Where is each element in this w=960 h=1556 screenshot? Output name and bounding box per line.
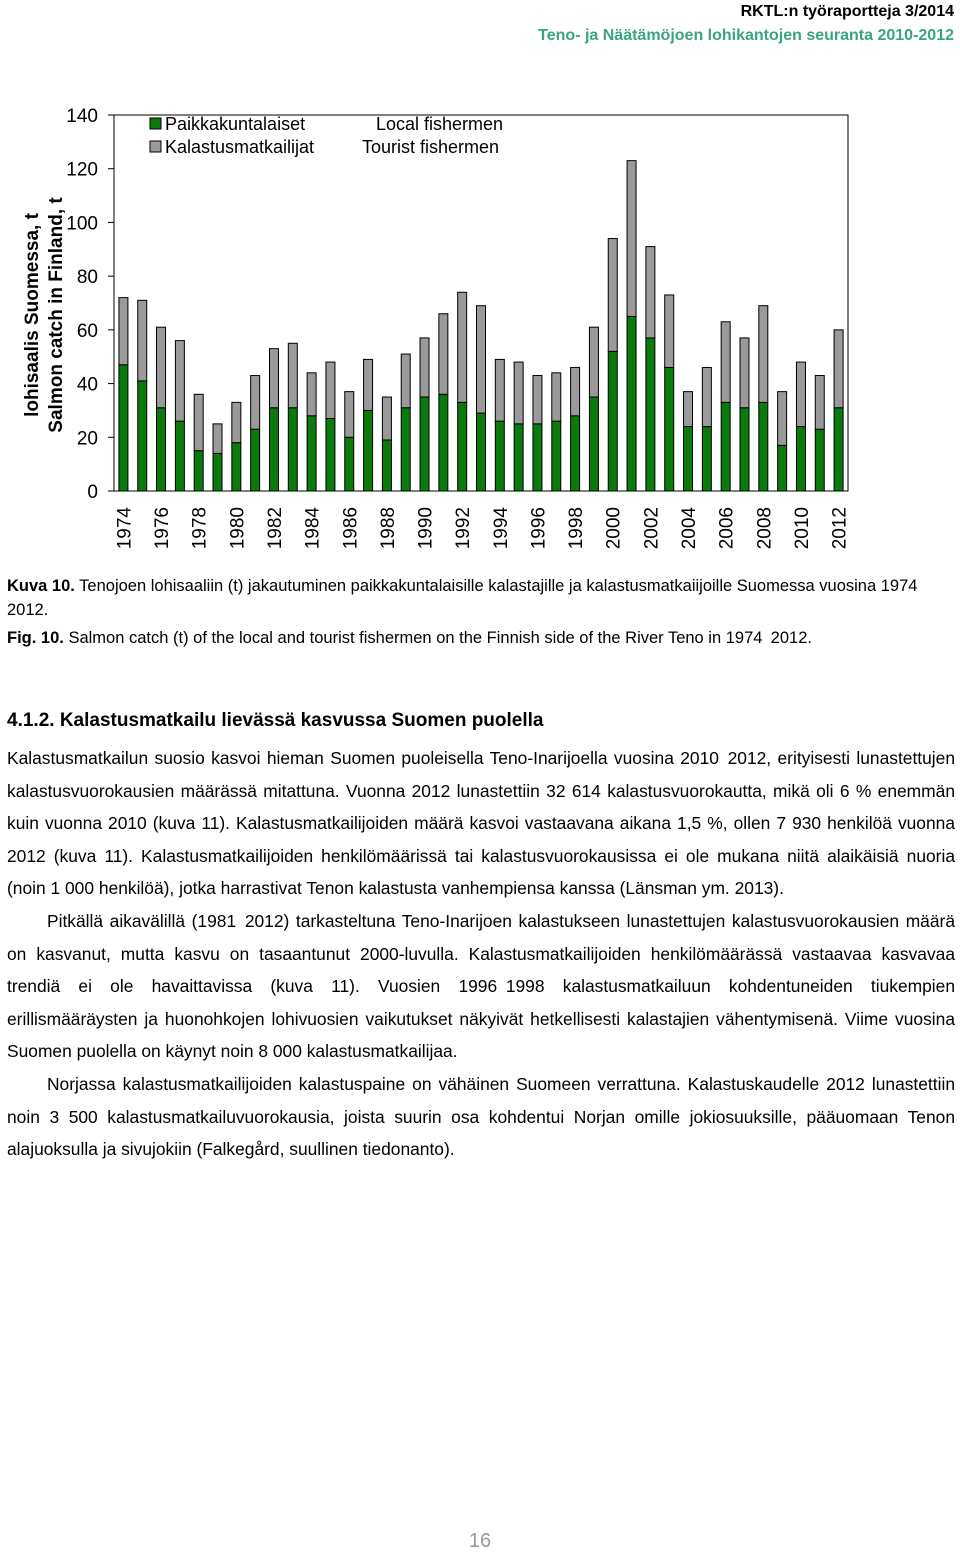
bar-tourist-1985 <box>326 362 335 418</box>
bar-local-1982 <box>269 408 278 491</box>
bar-local-1992 <box>458 402 467 491</box>
bar-tourist-2011 <box>815 376 824 430</box>
bar-tourist-2005 <box>702 367 711 426</box>
bar-local-2000 <box>608 351 617 491</box>
bar-tourist-2008 <box>759 306 768 403</box>
bar-tourist-1993 <box>477 306 486 413</box>
bar-local-1988 <box>382 440 391 491</box>
bar-tourist-1994 <box>495 359 504 421</box>
bar-local-1993 <box>477 413 486 491</box>
bar-tourist-1999 <box>589 327 598 397</box>
legend-label-local-en: Local fishermen <box>376 114 504 134</box>
paragraph-1: Kalastusmatkailun suosio kasvoi hieman Suomen puoleisella Teno-Inarijoella vuosina 2010 2012, erityisesti lunastettujen kalastusvuorokausien määrässä mitattuna. Vuonna 2012 lunastettiin 32 614 kalastusvuorokautta, mikä oli 6 % enemmän kuin vuonna 2010 (kuva 11). Kalastusmatkailijoiden määrä kasvoi vastaavana aikana 1,5 %, ollen 7 930 henkilöä vuonna 2012 (kuva 11). Kalastusmatkailijoiden henkilömäärissä tai kalastusvuorokausissa ei ole mukana niitä alaikäisiä nuoria (noin 1 000 henkilöä), jotka harrastivat Tenon kalastusta vanhempiensa kanssa (Länsman ym. 2013). <box>7 748 955 899</box>
bar-tourist-1982 <box>269 349 278 408</box>
bar-tourist-1983 <box>288 343 297 407</box>
legend-swatch-local <box>150 118 161 129</box>
y-tick-label: 20 <box>76 428 98 450</box>
bar-tourist-2006 <box>721 322 730 403</box>
bar-local-2008 <box>759 402 768 491</box>
bar-tourist-1980 <box>232 402 241 442</box>
bar-local-2005 <box>702 427 711 491</box>
bar-tourist-1976 <box>157 327 166 408</box>
x-tick-label: 2002 <box>641 507 663 550</box>
x-tick-label: 2012 <box>829 507 851 550</box>
body-text <box>7 742 955 1166</box>
x-tick-label: 1974 <box>114 507 136 550</box>
paragraph-2: Pitkällä aikavälillä (1981 2012) tarkasteltuna Teno-Inarijoen kalastukseen lunastettujen kalastusvuorokausien määrä on kasvanut, mutta kasvu on tasaantunut 2000-luvulla. Kalastusmatkailijoiden henkilömäärässä vastaavaa kasvavaa trendiä ei ole havaittavissa (kuva 11). Vuosien 1996 1998 kalastusmatkailuun kohdentuneiden tiukempien erillismääräysten ja huonohkojen lohivuosien vaikutukset näkyivät hetkellisesti kalastajien vähentymisenä. Viime vuosina Suomen puolella on käynyt noin 8 000 kalastusmatkailijaa. <box>7 910 955 1062</box>
bar-local-2010 <box>796 427 805 491</box>
x-tick-label: 1982 <box>264 507 286 550</box>
x-tick-label: 1994 <box>490 507 512 550</box>
bar-tourist-2010 <box>796 362 805 426</box>
bar-local-1984 <box>307 416 316 491</box>
bar-tourist-1981 <box>251 376 260 430</box>
bar-tourist-1984 <box>307 373 316 416</box>
bar-tourist-1992 <box>458 292 467 402</box>
x-tick-label: 2010 <box>791 507 813 550</box>
report-series-title: RKTL:n työraportteja 3/2014 <box>740 3 954 20</box>
bar-local-2001 <box>627 316 636 491</box>
bar-tourist-2003 <box>665 295 674 368</box>
bar-local-2004 <box>684 427 693 491</box>
bar-tourist-1987 <box>364 359 373 410</box>
x-tick-label: 1980 <box>227 507 249 550</box>
page-header <box>538 0 954 48</box>
x-tick-label: 1984 <box>302 507 324 550</box>
bar-local-2011 <box>815 429 824 491</box>
bar-local-1998 <box>571 416 580 491</box>
bar-local-1979 <box>213 453 222 491</box>
x-tick-label: 1986 <box>340 507 362 550</box>
bar-local-2006 <box>721 402 730 491</box>
x-tick-label: 1978 <box>189 507 211 550</box>
figure-label-fi: Kuva 10. <box>7 577 75 595</box>
bar-local-1991 <box>439 394 448 491</box>
bar-local-1994 <box>495 421 504 491</box>
bar-tourist-1996 <box>533 376 542 424</box>
report-project-title: Teno- ja Näätämöjoen lohikantojen seuranta 2010-2012 <box>538 27 954 44</box>
bar-tourist-1986 <box>345 392 354 438</box>
bar-tourist-1977 <box>175 341 184 422</box>
bar-tourist-2001 <box>627 161 636 317</box>
bar-local-1990 <box>420 397 429 491</box>
bar-tourist-2007 <box>740 338 749 408</box>
figure-label-en: Fig. 10. <box>7 629 64 647</box>
bar-local-1987 <box>364 410 373 491</box>
y-axis-title-fi: lohisaalis Suomessa, t <box>22 213 43 417</box>
bar-local-1980 <box>232 443 241 491</box>
bar-tourist-1979 <box>213 424 222 454</box>
bar-tourist-1988 <box>382 397 391 440</box>
x-tick-label: 2006 <box>716 507 738 550</box>
legend-label-tourist-fi: Kalastusmatkailijat <box>165 137 315 157</box>
bar-local-1977 <box>175 421 184 491</box>
y-tick-label: 40 <box>76 374 98 396</box>
bar-tourist-1995 <box>514 362 523 424</box>
bar-local-1981 <box>251 429 260 491</box>
x-tick-label: 2004 <box>679 507 701 550</box>
x-tick-label: 1996 <box>528 507 550 550</box>
bar-tourist-2002 <box>646 247 655 338</box>
figure-caption-fi-text: Tenojoen lohisaaliin (t) jakautuminen paikkakuntalaisille kalastajille ja kalastusmatkaiijoille Suomessa vuosina 1974 2012. <box>7 577 926 619</box>
figure-caption-en <box>7 626 955 650</box>
figure-caption-en-text: Salmon catch (t) of the local and tourist fishermen on the Finnish side of the River Teno in 1974 2012. <box>63 629 812 647</box>
section-heading: 4.1.2. Kalastusmatkailu lievässä kasvussa Suomen puolella <box>7 710 544 731</box>
legend-swatch-tourist <box>150 141 161 152</box>
bar-tourist-1997 <box>552 373 561 421</box>
y-tick-label: 0 <box>87 482 98 503</box>
x-tick-label: 1992 <box>453 507 475 550</box>
bar-local-1997 <box>552 421 561 491</box>
bar-local-1985 <box>326 418 335 491</box>
paragraph-3: Norjassa kalastusmatkailijoiden kalastuspaine on vähäinen Suomeen verrattuna. Kalastuskaudelle 2012 lunastettiin noin 3 500 kalastusmatkailuvuorokausia, joista suurin osa kohdentui Norjan omille jokiosuuksille, pääuomaan Tenon alajuoksulla ja sivujokiin (Falkegård, suullinen tiedonanto). <box>7 1073 955 1160</box>
bar-local-1989 <box>401 408 410 491</box>
bar-local-1976 <box>157 408 166 491</box>
bar-tourist-1978 <box>194 394 203 450</box>
bar-tourist-1998 <box>571 367 580 415</box>
bar-tourist-1990 <box>420 338 429 397</box>
x-tick-label: 1988 <box>377 507 399 550</box>
bar-local-1995 <box>514 424 523 491</box>
bar-local-1983 <box>288 408 297 491</box>
y-tick-label: 120 <box>66 159 98 181</box>
bar-local-2003 <box>665 367 674 491</box>
bar-tourist-2000 <box>608 239 617 352</box>
bar-local-1974 <box>119 365 128 491</box>
salmon-catch-chart <box>0 90 960 570</box>
y-tick-label: 60 <box>76 320 98 342</box>
x-tick-label: 1976 <box>152 507 174 550</box>
legend-label-tourist-en: Tourist fishermen <box>362 137 500 157</box>
x-tick-label: 1998 <box>566 507 588 550</box>
bar-local-2002 <box>646 338 655 491</box>
bar-tourist-2009 <box>778 392 787 446</box>
bar-local-1978 <box>194 451 203 491</box>
bar-tourist-1975 <box>138 300 147 381</box>
y-tick-label: 100 <box>66 213 98 235</box>
legend-label-local-fi: Paikkakuntalaiset <box>165 114 306 134</box>
bar-tourist-2004 <box>684 392 693 427</box>
bar-local-2009 <box>778 445 787 491</box>
bar-tourist-1974 <box>119 298 128 365</box>
x-tick-label: 1990 <box>415 507 437 550</box>
y-tick-label: 140 <box>66 106 98 127</box>
y-tick-label: 80 <box>76 267 98 289</box>
x-tick-label: 2008 <box>754 507 776 550</box>
bar-tourist-1989 <box>401 354 410 408</box>
bar-local-1996 <box>533 424 542 491</box>
bar-local-1986 <box>345 437 354 491</box>
bar-local-1999 <box>589 397 598 491</box>
bar-local-2007 <box>740 408 749 491</box>
bar-local-1975 <box>138 381 147 491</box>
x-tick-label: 2000 <box>603 507 625 550</box>
bar-tourist-2012 <box>834 330 843 408</box>
bar-local-2012 <box>834 408 843 491</box>
bar-tourist-1991 <box>439 314 448 395</box>
page-number: 16 <box>468 1530 492 1552</box>
figure-caption-fi <box>7 574 955 622</box>
y-axis-title-en: Salmon catch in Finland, t <box>46 197 67 433</box>
